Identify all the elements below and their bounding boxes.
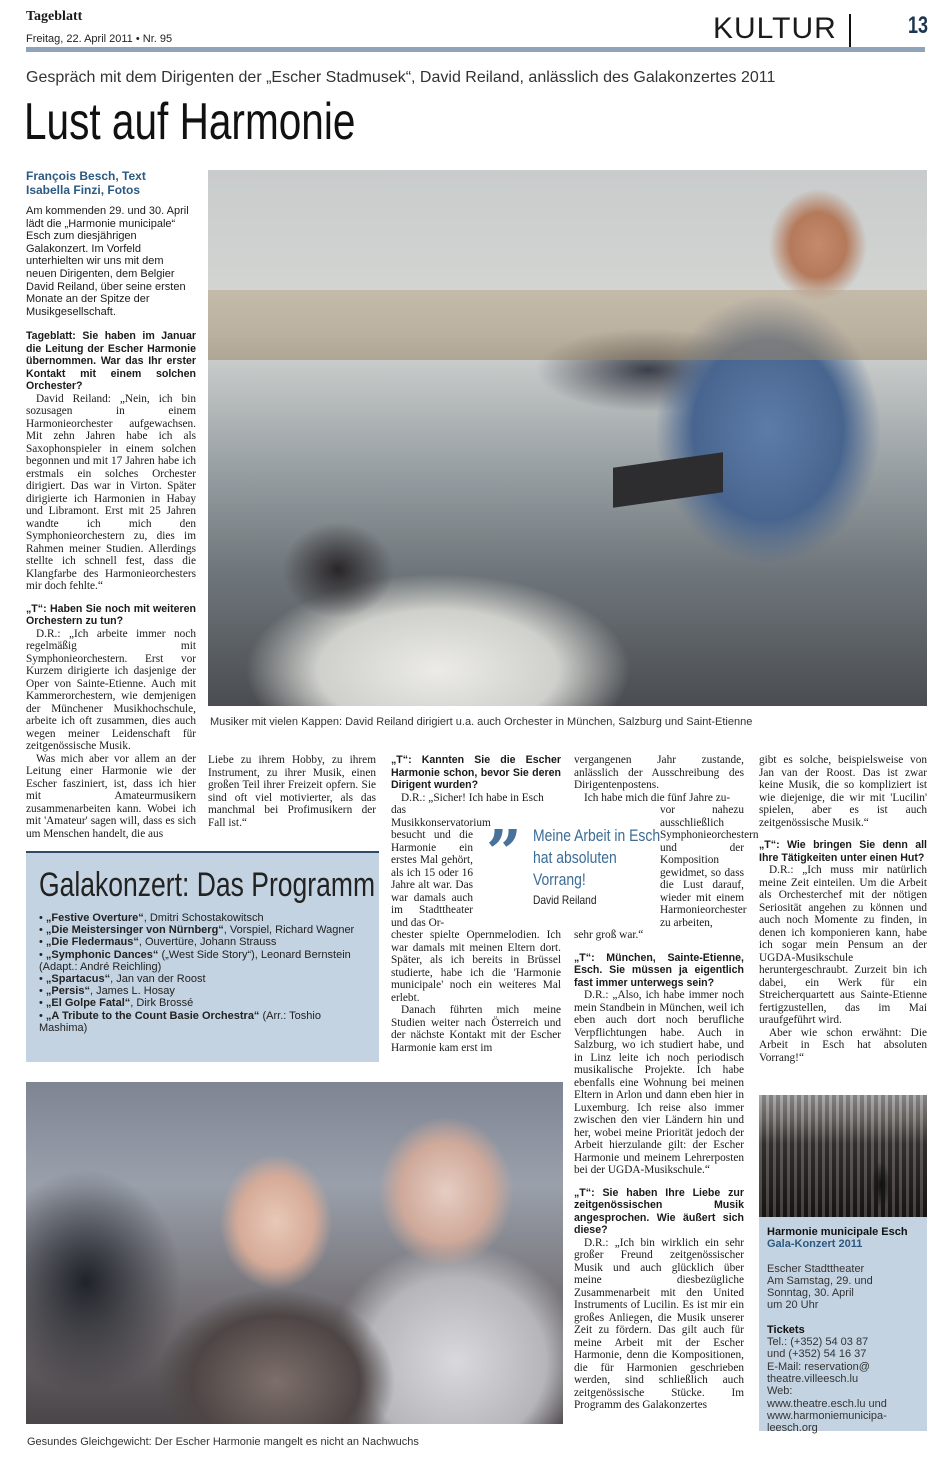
info-phone: Tel.: (+352) 54 03 87 bbox=[767, 1336, 869, 1349]
byline-text-author: François Besch, Text bbox=[26, 169, 146, 183]
photo-caption-bottom: Gesundes Gleichgewicht: Der Escher Harmonie mangelt es nicht an Nachwuchs bbox=[27, 1436, 419, 1448]
section-title: KULTUR bbox=[713, 12, 837, 45]
interview-question: Tageblatt: Sie haben im Januar die Leitung der Escher Harmonie übernommen. War das Ihr erster Kontakt mit einem solchen Orchester? bbox=[26, 330, 196, 393]
info-tickets-label: Tickets bbox=[767, 1323, 805, 1336]
program-box bbox=[26, 851, 379, 1062]
info-phone: und (+352) 54 16 37 bbox=[767, 1348, 867, 1361]
info-website-link[interactable]: www.theatre.esch.lu und bbox=[767, 1397, 887, 1410]
article-kicker: Gespräch mit dem Dirigenten der „Escher Stadmusek“, David Reiland, anlässlich des Galakonzertes 2011 bbox=[26, 69, 776, 86]
interview-answer: vergangenen Jahr zustande, anlässlich der Ausschreibung des Dirigentenpostens. bbox=[574, 754, 744, 791]
program-item: • „Festive Overture“, Dmitri Schostakowitsch bbox=[39, 912, 264, 924]
issue-date-line: Freitag, 22. April 2011 • Nr. 95 bbox=[26, 33, 173, 45]
info-email[interactable]: theatre.villeesch.lu bbox=[767, 1372, 859, 1385]
interview-answer: D.R.: „Also, ich habe immer noch mein Standbein in München, weil ich eben auch dort noch berufliche Verpflichtungen habe. Auch in Salzburg, wo ich studiert habe, und in Linz leite ich noch periodisch musikalische Projekte. Ich habe ebenfalls eine Wohnung bei meinen Eltern in Arlon und dann eben hier in Luxemburg. Ich reise also immer zwischen den vier Ländern hin und her, wobei meine Priorität jedoch der Arbeit hierzulande gilt: der Escher Harmonie und meinem Lehrerposten bei der UGDA-Musikschule.“ bbox=[574, 989, 744, 1176]
photo-clarinet-players bbox=[26, 1082, 563, 1424]
article-column-4 bbox=[574, 754, 759, 1412]
section-divider bbox=[849, 14, 851, 48]
interview-answer: D.R.: „Ich arbeite immer noch regelmäßig mit Symphonieorchestern. Erst vor Kurzem dirigierte ich dasjenige der Oper von Sainte-Etienne. Auch mit Kammerorchestern, wie demjenigen der Münchener Musikhochschule, arbeite ich oft zusammen, dies auch wegen meiner Leidenschaft für zeitgenössische Musik. bbox=[26, 627, 196, 753]
interview-question: „T“: Haben Sie noch mit weiteren Orchestern zu tun? bbox=[26, 602, 196, 628]
info-website-link[interactable]: www.harmoniemunicipa- bbox=[767, 1409, 887, 1422]
interview-answer: Ich habe mich die fünf Jahre zu- bbox=[584, 791, 731, 804]
program-title: Galakonzert: Das Programm bbox=[39, 866, 376, 904]
photo-orchestra bbox=[759, 1095, 927, 1217]
article-column-2 bbox=[208, 754, 376, 829]
concert-info-box bbox=[759, 1095, 927, 1435]
photo-detail bbox=[613, 452, 723, 507]
photo-conductor bbox=[208, 170, 927, 706]
article-intro: Am kommenden 29. und 30. April lädt die „Harmonie municipale“ Esch zum diesjährigen Galakonzert. Im Vorfeld unterhielten wir uns mit dem neuen Dirigenten, dem Belgier David Reiland, über seine ersten Monate an der Spitze der Musikgesellschaft. bbox=[26, 205, 189, 318]
article-headline: Lust auf Harmonie bbox=[24, 93, 356, 151]
program-item: • „Symphonic Dances“ („West Side Story“), Leonard Bernstein (Adapt.: André Reichling) bbox=[39, 948, 351, 973]
concert-info bbox=[767, 1226, 923, 1434]
interview-answer: vor nahezu ausschließlich Symphonieorchestern und der Komposition gewidmet, so dass die Lust darauf, wieder mit einem Harmonieorchester zu arbeiten, bbox=[660, 804, 759, 929]
info-date: Sonntag, 30. April bbox=[767, 1287, 854, 1300]
info-venue: Escher Stadttheater bbox=[767, 1262, 865, 1275]
interview-question: „T“: Sie haben Ihre Liebe zur zeitgenössischen Musik angesprochen. Wie äußert sich diese? bbox=[574, 1186, 744, 1236]
newspaper-name: Tageblatt bbox=[26, 9, 83, 24]
quote-mark-icon: ” bbox=[486, 816, 522, 889]
interview-answer: D.R.: „Ich muss mir natürlich meine Zeit einteilen. Um die Arbeit als Orchesterchef mit der nötigen Seriosität angehen zu können und auch noch Momente zu finden, in denen ich komponieren kann, habe ich sogar mein Pensum an der UGDA-Musikschule heruntergeschraubt. Zurzeit bin ich dabei, ein Werk für ein Streicherquartett aus Sainte-Etienne fertigzustellen, das im Mai uraufgeführt wird. bbox=[759, 864, 927, 1026]
info-title: Harmonie municipale Esch bbox=[767, 1226, 908, 1238]
interview-answer: Was mich aber vor allem an der Leitung einer Harmonie wie der Escher fasziniert, ist, dass ich hier mit Amateurmusikern zusammenarbeiten kann. Wobei ich mit 'Amateur' sagen will, dass es sich um Menschen handelt, die aus bbox=[26, 752, 196, 840]
interview-answer: Aber wie schon erwähnt: Die Arbeit in Esch hat absoluten Vorrang!“ bbox=[759, 1026, 927, 1064]
program-item: • „Persis“, James L. Hosay bbox=[39, 985, 175, 998]
info-time: um 20 Uhr bbox=[767, 1299, 819, 1312]
interview-answer: sehr groß war.“ bbox=[574, 929, 644, 941]
program-item: • „A Tribute to the Count Basie Orchestra“ (Arr.: Toshio Mashima) bbox=[39, 1009, 321, 1034]
program-item: • „Spartacus“, Jan van der Roost bbox=[39, 973, 206, 986]
interview-answer: D.R.: „Sicher! Ich habe in Esch bbox=[401, 791, 544, 804]
info-website-link[interactable]: leesch.org bbox=[767, 1422, 818, 1435]
interview-answer: D.R.: „Ich bin wirklich ein sehr großer Freund zeitgenössischer Musik und auch glücklich über meine diesbezügliche Zusammenarbeit mit den United Instruments of Lucilin. Es ist mir ein großes Anliegen, die Musik unserer Zeit zu fördern. Das gilt auch für meine Arbeit mit der Escher Harmonie, denn die Kompositionen, die für Harmonien geschrieben werden, sind schließlich auch zeitgenössische Stücke. Im Programm des Galakonzertes bbox=[574, 1236, 744, 1411]
interview-answer: Danach führten mich meine Studien weiter nach Österreich und der nächste Kontakt mit der Escher Harmonie kam erst im bbox=[391, 1004, 561, 1054]
interview-answer: gibt es solche, beispielsweise von Jan van der Roost. Das ist zwar keine Musik, die so kompliziert ist wie diejenige, die wir mit 'Lucilin' spielen, aber es ist auch zeitgenössische Musik.“ bbox=[759, 754, 927, 829]
header-rule bbox=[26, 47, 925, 52]
article-column-5 bbox=[759, 754, 927, 1064]
byline-photo-author: Isabella Finzi, Fotos bbox=[26, 183, 141, 197]
pullquote-author: David Reiland bbox=[533, 893, 597, 907]
photo-detail bbox=[208, 290, 927, 360]
info-email[interactable]: E-Mail: reservation@ bbox=[767, 1360, 870, 1373]
interview-answer: das Musikkonservatorium besucht und die Harmonie ein erstes Mal gehört, als ich 15 oder 16 Jahre alt war. Das war damals auch im Stadttheater und das Or- bbox=[391, 804, 491, 929]
article-column-1 bbox=[26, 205, 196, 840]
interview-question: „T“: Wie bringen Sie denn all Ihre Tätigkeiten unter einen Hut? bbox=[759, 839, 927, 864]
page-number: 13 bbox=[908, 12, 929, 39]
program-item: • „El Golpe Fatal“, Dirk Brossé bbox=[39, 997, 194, 1010]
info-subtitle: Gala-Konzert 2011 bbox=[767, 1238, 863, 1251]
interview-answer: chester spielte Opernmelodien. Ich war damals mit meinen Eltern dort. Später, als ich bereits in Brüssel studierte, habe ich die 'Harmonie municipale' noch ein weiteres Mal erlebt. bbox=[391, 929, 561, 1004]
interview-question: „T“: Kannten Sie die Escher Harmonie schon, bevor Sie deren Dirigent wurden? bbox=[391, 754, 561, 791]
photo-caption-main: Musiker mit vielen Kappen: David Reiland dirigiert u.a. auch Orchester in München, Salzburg und Saint-Etienne bbox=[210, 716, 753, 728]
interview-question: „T“: München, Sainte-Etienne, Esch. Sie müssen ja eigentlich fast immer unterwegs sein? bbox=[574, 951, 744, 989]
program-list bbox=[39, 912, 371, 1034]
program-item: • „Die Meistersinger von Nürnberg“, Vorspiel, Richard Wagner bbox=[39, 924, 355, 937]
info-web-label: Web: bbox=[767, 1385, 793, 1398]
byline bbox=[26, 169, 206, 197]
interview-answer: Liebe zu ihrem Hobby, zu ihrem Instrument, zu ihrer Musik, einen großen Teil ihrer Freizeit opfern. Sie sind oft viel motivierter, als das manchmal bei Profimusikern der Fall ist.“ bbox=[208, 754, 376, 829]
info-date: Am Samstag, 29. und bbox=[767, 1274, 873, 1287]
interview-answer: David Reiland: „Nein, ich bin sozusagen in einem Harmonieorchester aufgewachsen. Mit zehn Jahren habe ich als Saxophonspieler in einem solchen begonnen und mit 17 Jahren habe ich erstmals ein solches Orchester dirigiert. Das war in Virton. Später dirigierte ich Harmonien in Habay und Libramont. Erst mit 25 Jahren wandte ich mich den Symphonieorchestern zu, dies im Rahmen meiner Studien. Allerdings stellte ich schnell fest, dass die Klangfarbe des Harmonieorchesters mir doch fehlte.“ bbox=[26, 392, 196, 593]
program-item: • „Die Fledermaus“, Ouvertüre, Johann Strauss bbox=[39, 936, 277, 949]
pullquote-text: Meine Arbeit in Esch hat absoluten Vorrang! bbox=[533, 826, 661, 889]
